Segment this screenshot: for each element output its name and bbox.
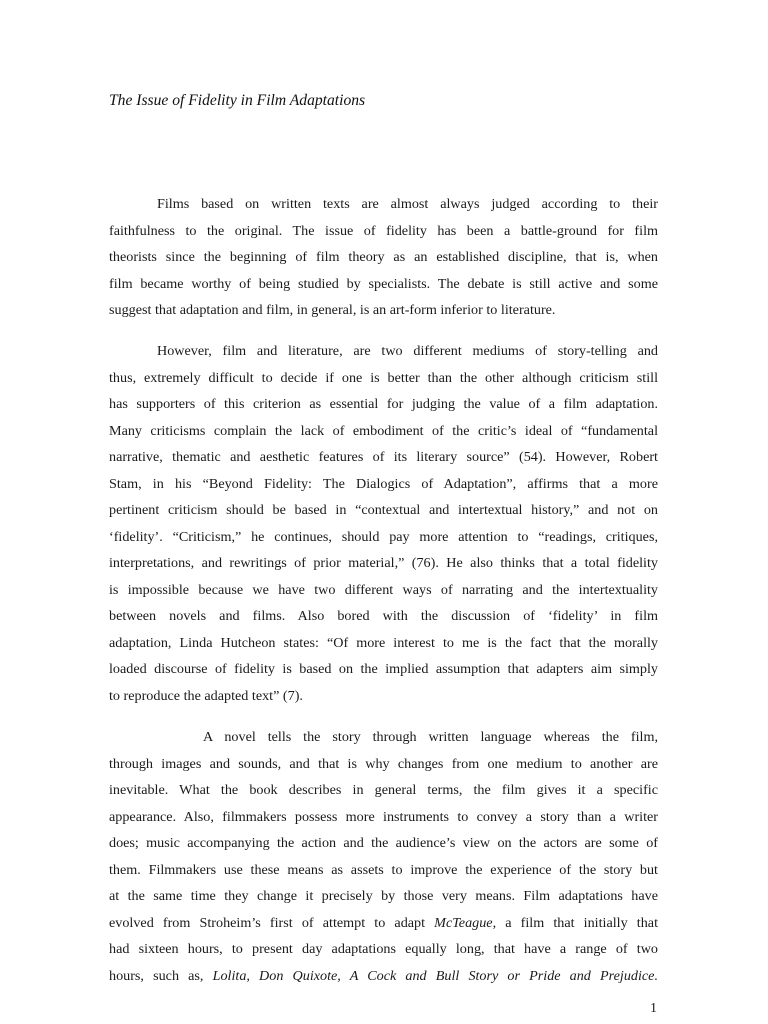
text-segment: , a film that initially that bbox=[492, 914, 658, 931]
text-line: to reproduce the adapted text” (7). bbox=[109, 687, 303, 704]
text-line-content: However, film and literature, are two different mediums of story-telling and bbox=[157, 343, 658, 359]
text-line: at the same time they change it precisely by those very means. Film adaptations have bbox=[109, 888, 658, 904]
text-line: loaded discourse of fidelity is based on the implied assumption that adapters aim simply bbox=[109, 661, 658, 677]
paragraph-1 bbox=[109, 191, 658, 324]
text-line bbox=[109, 338, 658, 365]
text-line: pertinent criticism should be based in “contextual and intertextual history,” and not on bbox=[109, 502, 658, 518]
text-line: has supporters of this criterion as essential for judging the value of a film adaptation. bbox=[109, 396, 658, 412]
page-number: 1 bbox=[650, 1001, 657, 1016]
text-segment: hours, such as, bbox=[109, 967, 213, 984]
text-line: suggest that adaptation and film, in general, is an art-form inferior to literature. bbox=[109, 302, 556, 318]
text-line: through images and sounds, and that is why changes from one medium to another are bbox=[109, 755, 658, 772]
text-line bbox=[109, 191, 658, 218]
paragraph-2 bbox=[109, 338, 658, 709]
text-line bbox=[109, 963, 658, 990]
text-segment: evolved from Stroheim’s first of attempt to adapt bbox=[109, 914, 435, 931]
text-line-content: Films based on written texts are almost always judged according to their bbox=[157, 196, 658, 212]
text-line: inevitable. What the book describes in general terms, the film gives it a specific bbox=[109, 782, 658, 798]
paragraph-3 bbox=[109, 724, 658, 989]
text-line: Many criticisms complain the lack of embodiment of the critic’s ideal of “fundamental bbox=[109, 422, 658, 439]
text-line-content: A novel tells the story through written language whereas the film, bbox=[203, 729, 658, 745]
text-line: Stam, in his “Beyond Fidelity: The Dialogics of Adaptation”, affirms that a more bbox=[109, 475, 658, 492]
text-line: between novels and films. Also bored with the discussion of ‘fidelity’ in film bbox=[109, 608, 658, 624]
text-line: ‘fidelity’. “Criticism,” he continues, should pay more attention to “readings, critiques, bbox=[109, 528, 658, 545]
text-line: film became worthy of being studied by specialists. The debate is still active and some bbox=[109, 275, 658, 292]
text-line: them. Filmmakers use these means as assets to improve the experience of the story but bbox=[109, 861, 658, 878]
text-line: interpretations, and rewritings of prior material,” (76). He also thinks that a total fidelity bbox=[109, 555, 658, 571]
document-title: The Issue of Fidelity in Film Adaptations bbox=[109, 92, 366, 109]
text-line: appearance. Also, filmmakers possess more instruments to convey a story than a writer bbox=[109, 808, 658, 825]
text-line: faithfulness to the original. The issue of fidelity has been a battle-ground for film bbox=[109, 222, 658, 239]
text-line: does; music accompanying the action and the audience’s view on the actors are some of bbox=[109, 835, 658, 851]
text-line: narrative, thematic and aesthetic features of its literary source” (54). However, Robert bbox=[109, 449, 658, 465]
film-titles-italic: Lolita, Don Quixote, A Cock and Bull Story or Pride and Prejudice. bbox=[212, 967, 658, 984]
text-line: is impossible because we have two different ways of narrating and the intertextuality bbox=[109, 581, 658, 598]
text-line: thus, extremely difficult to decide if one is better than the other although criticism still bbox=[109, 369, 658, 386]
text-line: theorists since the beginning of film theory as an established discipline, that is, when bbox=[109, 249, 658, 265]
text-line: adaptation, Linda Hutcheon states: “Of more interest to me is the fact that the morally bbox=[109, 634, 658, 651]
text-line bbox=[109, 724, 658, 751]
text-line: had sixteen hours, to present day adaptations equally long, that have a range of two bbox=[109, 941, 658, 957]
text-line bbox=[109, 910, 658, 937]
film-title-italic: McTeague bbox=[434, 914, 493, 931]
